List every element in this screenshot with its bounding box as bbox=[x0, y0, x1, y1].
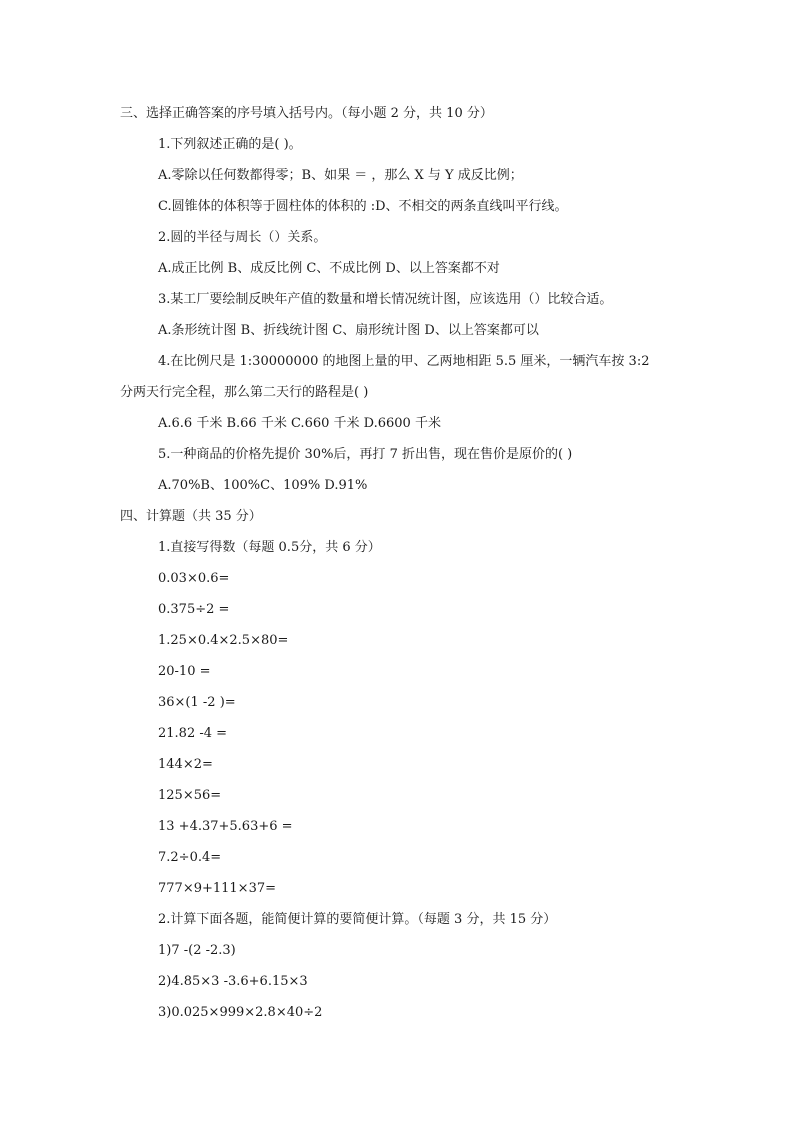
simplify-calc-item: 3)0.025×999×2.8×40÷2 bbox=[158, 1005, 323, 1020]
question-1-options-ab: A.零除以任何数都得零；B、如果 ＝ ，那么 X 与 Y 成反比例； bbox=[158, 168, 523, 183]
question-1-options-cd: C.圆锥体的体积等于圆柱体的体积的 :D、不相交的两条直线叫平行线。 bbox=[158, 199, 568, 214]
question-2: 2.圆的半径与周长（）关系。 bbox=[158, 230, 327, 245]
direct-calc-item: 0.03×0.6= bbox=[158, 571, 230, 586]
simplify-calc-item: 2)4.85×3 -3.6+6.15×3 bbox=[158, 974, 308, 989]
question-1: 1.下列叙述正确的是( )。 bbox=[158, 137, 302, 152]
direct-calc-item: 144×2= bbox=[158, 757, 213, 772]
direct-calc-item: 13 +4.37+5.63+6 = bbox=[158, 819, 293, 834]
direct-calc-item: 1.25×0.4×2.5×80= bbox=[158, 633, 289, 648]
question-3-options: A.条形统计图 B、折线统计图 C、扇形统计图 D、以上答案都可以 bbox=[158, 323, 539, 338]
direct-calc-item: 7.2÷0.4= bbox=[158, 850, 222, 865]
direct-calc-item: 36×(1 -2 )= bbox=[158, 695, 236, 710]
direct-calc-item: 20-10 = bbox=[158, 664, 211, 679]
question-4-options: A.6.6 千米 B.66 千米 C.660 千米 D.6600 千米 bbox=[158, 416, 441, 431]
part-2-title: 2.计算下面各题，能简便计算的要简便计算。（每题 3 分，共 15 分） bbox=[158, 912, 557, 927]
direct-calc-item: 125×56= bbox=[158, 788, 222, 803]
question-5-options: A.70%B、100%C、109% D.91% bbox=[158, 478, 368, 493]
direct-calc-item: 0.375÷2 = bbox=[158, 602, 230, 617]
direct-calc-item: 777×9+111×37= bbox=[158, 881, 277, 896]
part-1-title: 1.直接写得数（每题 0.5分，共 6 分） bbox=[158, 540, 381, 555]
simplify-calc-item: 1)7 -(2 -2.3) bbox=[158, 943, 236, 958]
question-2-options: A.成正比例 B、成反比例 C、不成比例 D、以上答案都不对 bbox=[158, 261, 500, 276]
question-4-line-1: 4.在比例尺是 1:30000000 的地图上量的甲、乙两地相距 5.5 厘米，一辆汽车按 3:2 bbox=[158, 354, 650, 369]
section-3-heading: 三、选择正确答案的序号填入括号内。（每小题 2 分，共 10 分） bbox=[120, 106, 493, 121]
question-5: 5.一种商品的价格先提价 30%后，再打 7 折出售，现在售价是原价的( ) bbox=[158, 447, 573, 462]
direct-calc-item: 21.82 -4 = bbox=[158, 726, 228, 741]
question-4-line-2: 分两天行完全程，那么第二天行的路程是( ) bbox=[120, 385, 369, 400]
question-3: 3.某工厂要绘制反映年产值的数量和增长情况统计图，应该选用（）比较合适。 bbox=[158, 292, 613, 307]
section-4-heading: 四、计算题（共 35 分） bbox=[120, 509, 262, 524]
